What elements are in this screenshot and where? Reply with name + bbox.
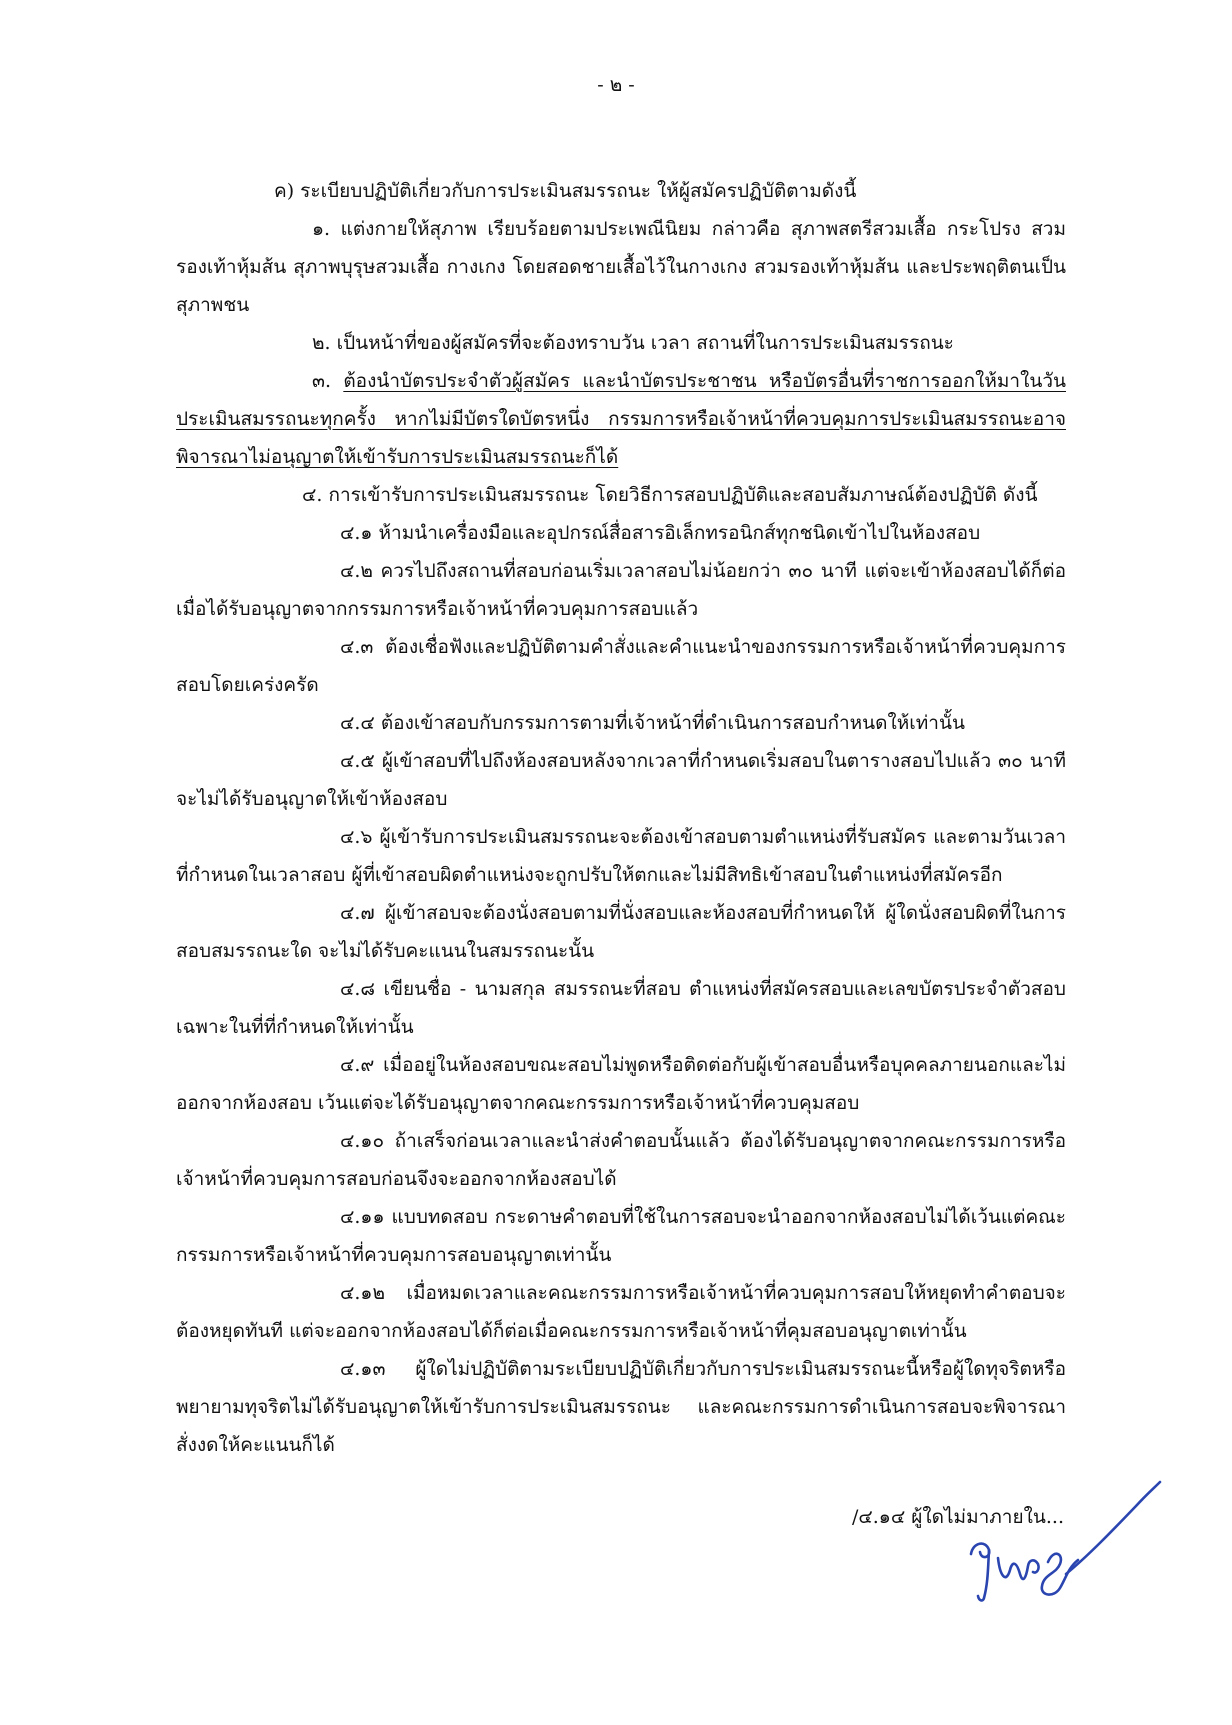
continuation-note: /๔.๑๔ ผู้ใดไม่มาภายใน... — [851, 1506, 1064, 1528]
item-4-9-paragraph: ๔.๙ เมื่ออยู่ในห้องสอบขณะสอบไม่พูดหรือติดต่อกับผู้เข้าสอบอื่นหรือบุคคลภายนอกและไม่ออกจากห้องสอบ เว้นแต่จะได้รับอนุญาตจากคณะกรรมการหรือเจ้าหน้าที่ควบคุมสอบ — [176, 1054, 1066, 1114]
item-3-paragraph — [176, 362, 1066, 476]
item-1-paragraph: ๑. แต่งกายให้สุภาพ เรียบร้อยตามประเพณีนิยม กล่าวคือ สุภาพสตรีสวมเสื้อ กระโปรง สวมรองเท้าหุ้มส้น สุภาพบุรุษสวมเสื้อ กางเกง โดยสอดชายเสื้อไว้ในกางเกง สวมรองเท้าหุ้มส้น และประพฤติตนเป็นสุภาพชน — [176, 218, 1066, 316]
item-4-10-paragraph: ๔.๑๐ ถ้าเสร็จก่อนเวลาและนำส่งคำตอบนั้นแล้ว ต้องได้รับอนุญาตจากคณะกรรมการหรือเจ้าหน้าที่ควบคุมการสอบก่อนจึงจะออกจากห้องสอบได้ — [176, 1130, 1066, 1190]
item-3-number: ๓. — [312, 370, 344, 392]
item-4-1-paragraph: ๔.๑ ห้ามนำเครื่องมือและอุปกรณ์สื่อสารอิเล็กทรอนิกส์ทุกชนิดเข้าไปในห้องสอบ — [340, 522, 981, 544]
item-4-11-paragraph: ๔.๑๑ แบบทดสอบ กระดาษคำตอบที่ใช้ในการสอบจะนำออกจากห้องสอบไม่ได้เว้นแต่คณะกรรมการหรือเจ้าหน้าที่ควบคุมการสอบอนุญาตเท่านั้น — [176, 1206, 1066, 1266]
page-number: - ๒ - — [597, 74, 635, 96]
section-c-heading: ค) ระเบียบปฏิบัติเกี่ยวกับการประเมินสมรรถนะ ให้ผู้สมัครปฏิบัติตามดังนี้ — [274, 180, 857, 202]
item-4-12-paragraph: ๔.๑๒ เมื่อหมดเวลาและคณะกรรมการหรือเจ้าหน้าที่ควบคุมการสอบให้หยุดทำคำตอบจะต้องหยุดทันที แต่จะออกจากห้องสอบได้ก็ต่อเมื่อคณะกรรมการหรือเจ้าหน้าที่คุมสอบอนุญาตเท่านั้น — [176, 1282, 1066, 1342]
item-4-5-paragraph: ๔.๕ ผู้เข้าสอบที่ไปถึงห้องสอบหลังจากเวลาที่กำหนดเริ่มสอบในตารางสอบไปแล้ว ๓๐ นาที จะไม่ได้รับอนุญาตให้เข้าห้องสอบ — [176, 750, 1066, 810]
item-4-8-paragraph: ๔.๘ เขียนชื่อ - นามสกุล สมรรถนะที่สอบ ตำแหน่งที่สมัครสอบและเลขบัตรประจำตัวสอบเฉพาะในที่ที่กำหนดให้เท่านั้น — [176, 978, 1066, 1038]
item-4-2-paragraph: ๔.๒ ควรไปถึงสถานที่สอบก่อนเริ่มเวลาสอบไม่น้อยกว่า ๓๐ นาที แต่จะเข้าห้องสอบได้ก็ต่อเมื่อได้รับอนุญาตจากกรรมการหรือเจ้าหน้าที่ควบคุมการสอบแล้ว — [176, 560, 1066, 620]
item-4-7-paragraph: ๔.๗ ผู้เข้าสอบจะต้องนั่งสอบตามที่นั่งสอบและห้องสอบที่กำหนดให้ ผู้ใดนั่งสอบผิดที่ในการสอบสมรรถนะใด จะไม่ได้รับคะแนนในสมรรถนะนั้น — [176, 902, 1066, 962]
document-body — [176, 172, 1066, 1464]
handwritten-signature-icon — [968, 1478, 1168, 1608]
item-2-paragraph: ๒. เป็นหน้าที่ของผู้สมัครที่จะต้องทราบวัน เวลา สถานที่ในการประเมินสมรรถนะ — [312, 332, 954, 354]
item-4-6-paragraph: ๔.๖ ผู้เข้ารับการประเมินสมรรถนะจะต้องเข้าสอบตามตำแหน่งที่รับสมัคร และตามวันเวลาที่กำหนดในเวลาสอบ ผู้ที่เข้าสอบผิดตำแหน่งจะถูกปรับให้ตกและไม่มีสิทธิเข้าสอบในตำแหน่งที่สมัครอีก — [176, 826, 1066, 886]
item-4-3-paragraph: ๔.๓ ต้องเชื่อฟังและปฏิบัติตามคำสั่งและคำแนะนำของกรรมการหรือเจ้าหน้าที่ควบคุมการสอบโดยเคร่งครัด — [176, 636, 1066, 696]
item-3-underlined-text: ต้องนำบัตรประจำตัวผู้สมัคร และนำบัตรประชาชน หรือบัตรอื่นที่ราชการออกให้มาในวันประเมินสมรรถนะทุกครั้ง หากไม่มีบัตรใดบัตรหนึ่ง กรรมการหรือเจ้าหน้าที่ควบคุมการประเมินสมรรถนะอาจพิจารณาไม่อนุญาตให้เข้ารับการประเมินสมรรถนะก็ได้ — [176, 370, 1066, 468]
item-4-paragraph: ๔. การเข้ารับการประเมินสมรรถนะ โดยวิธีการสอบปฏิบัติและสอบสัมภาษณ์ต้องปฏิบัติ ดังนี้ — [302, 484, 1038, 506]
item-4-4-paragraph: ๔.๔ ต้องเข้าสอบกับกรรมการตามที่เจ้าหน้าที่ดำเนินการสอบกำหนดให้เท่านั้น — [340, 712, 965, 734]
item-4-13-paragraph: ๔.๑๓ ผู้ใดไม่ปฏิบัติตามระเบียบปฏิบัติเกี่ยวกับการประเมินสมรรถนะนี้หรือผู้ใดทุจริตหรือพยายามทุจริตไม่ได้รับอนุญาตให้เข้ารับการประเมินสมรรถนะ และคณะกรรมการดำเนินการสอบจะพิจารณาสั่งงดให้คะแนนก็ได้ — [176, 1358, 1066, 1456]
